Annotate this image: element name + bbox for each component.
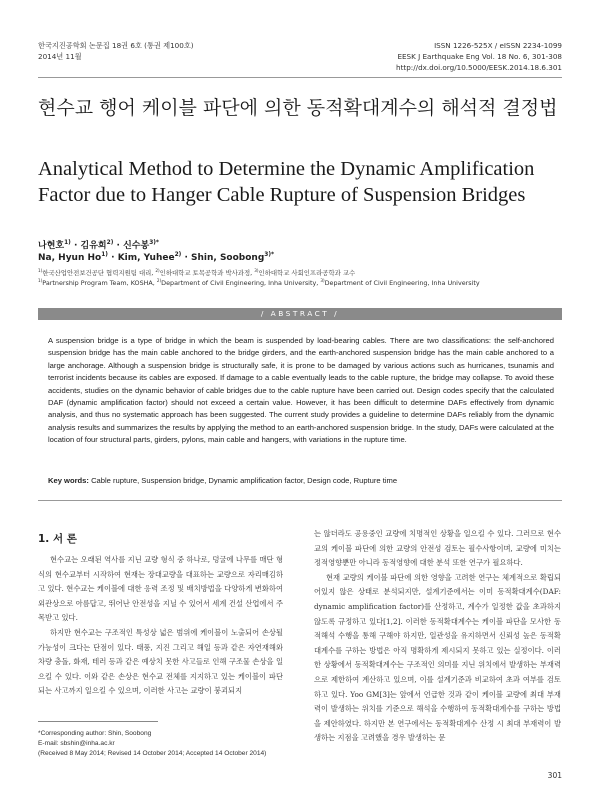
keywords-label: Key words:	[48, 476, 89, 485]
author-list-ko	[38, 238, 159, 251]
body-column-left	[38, 553, 283, 699]
author-separator: ·	[73, 241, 78, 251]
affil-mark: 3)	[320, 277, 325, 283]
keywords-list: Cable rupture, Suspension bridge, Dynamic amplification factor, Design code, Rupture time	[91, 476, 398, 485]
header-divider	[38, 77, 562, 78]
received-dates: (Received 8 May 2014; Revised 14 October 2014; Accepted 14 October 2014)	[38, 750, 267, 757]
corresponding-author: *Corresponding author: Shin, Soobong	[38, 730, 152, 737]
affil-mark: 1)	[38, 277, 43, 283]
affil-mark: 3)	[254, 267, 259, 273]
abstract-body: A suspension bridge is a type of bridge in which the beam is suspended by load-bearing cables. There are two classifications: the self-anchored suspension bridge has the main cable anchored to the bridge girders, and the earth-anchored suspension bridge has the main cable anchored to a large anchorage. Although a suspension bridge is structurally safe, it is prone to be damaged by various actions such as hurricanes, tsunamis and terrorist incidents because its cables are exposed. If damage to a cable eventually leads to the cable rupture, the bridge may collapse. To avoid these accidents, studies on the dynamic behavior of cable bridges due to the cable rupture have been carried out. Design codes specify that the calculated DAF (dynamic amplification factor) should not exceed a certain value. However, it has been difficult to determine DAFs effectively from dynamic analysis, and thus no systematic approach has been suggested. The current study provides a guideline to determine DAFs reliably from the dynamic analysis results and summarizes the results by applying the method to an earth-anchored suspension bridge. In the study, DAFs were calculated at the location of four structural parts, girders, pylons, main cable and hangers, with variations in the rupture time.	[48, 336, 554, 445]
paragraph: 하지만 현수교는 구조적인 특성상 넓은 범위에 케이블이 노출되어 손상될 가능성이 크다는 단점이 있다. 태풍, 지진 그리고 해일 등과 같은 자연재해와 차량 충돌, 화재, 테러 등과 같은 예상치 못한 사고들로 인해 구조물 손상을 일으킬 수 있다. 이와 같은 손상은 현수교 전체를 지지하고 있는 케이블이 파단되는 사고까지 일으킬 수 있으며, 이러한 사고는 교량이 붕괴되지	[38, 627, 283, 696]
author-separator: ·	[184, 253, 188, 263]
doi-link[interactable]: http://dx.doi.org/10.5000/EESK.2014.18.6.301	[396, 63, 562, 72]
journal-identifiers	[396, 40, 562, 73]
affiliation: 한국산업안전보건공단 협력지원팀 대리,	[42, 269, 154, 277]
abstract-heading: / ABSTRACT /	[38, 308, 562, 320]
paragraph: 현수교는 오래된 역사를 지닌 교량 형식 중 하나로, 덩굴에 나무를 매단 형식의 현수교부터 시작하여 현재는 장대교량을 대표하는 교량으로 자리매김하고 있다. 현수교는 케이블에 대한 응력 조정 및 배치방법을 다양하게 변화하여 외관상으로 아름답고, 뛰어난 안전성을 지닐 수 있어서 세계 건설 산업에서 주목받고 있다.	[38, 555, 283, 623]
author-separator: ·	[111, 253, 115, 263]
affil-mark: 2)	[156, 277, 162, 283]
affil-mark: 2)	[155, 267, 160, 273]
author-email[interactable]: E-mail: sbshin@inha.ac.kr	[38, 740, 115, 747]
author-name: 김유희	[80, 241, 107, 251]
author-affil-mark: 3)*	[264, 252, 275, 258]
affiliation: 인하대학교 토목공학과 박사과정,	[159, 269, 253, 277]
author-affil-mark: 2)	[106, 240, 114, 246]
issn: ISSN 1226-525X / eISSN 2234-1099	[434, 41, 562, 50]
author-list-en	[38, 253, 274, 263]
author-name: Na, Hyun Ho	[38, 253, 102, 263]
journal-name-en: EESK J Earthquake Eng Vol. 18 No. 6, 301-308	[397, 52, 562, 61]
journal-info	[38, 40, 194, 62]
abstract-divider	[38, 500, 562, 501]
paper-title-en: Analytical Method to Determine the Dynamic Amplification Factor due to Hanger Cable Rupture of Suspension Bridges	[38, 158, 535, 206]
author-name: 나현호	[38, 241, 65, 251]
keywords	[48, 476, 554, 485]
footnote	[38, 729, 266, 759]
author-affil-mark: 1)	[64, 240, 71, 246]
journal-name-ko: 한국지진공학회 논문집 18권 6호 (통권 제100호)	[38, 41, 194, 50]
affiliation: Department of Civil Engineering, Inha University,	[161, 279, 319, 287]
affiliations-ko	[38, 268, 355, 277]
footnote-divider	[38, 721, 158, 722]
paper-title-ko: 현수교 행어 케이블 파단에 의한 동적확대계수의 해석적 결정법	[38, 97, 558, 119]
affiliation: Partnership Program Team, KOSHA,	[42, 279, 155, 287]
paragraph: 는 않더라도 공용중인 교량에 치명적인 상황을 일으킬 수 있다. 그러므로 현수교의 케이블 파단에 의한 교량의 안전성 검토는 필수사항이며, 교량에 미치는 정적영향뿐만 아니라 동적영향에 대한 분석 또한 연구가 필요하다.	[314, 529, 561, 568]
author-separator: ·	[116, 241, 120, 251]
author-affil-mark: 2)	[174, 252, 182, 258]
paragraph: 현재 교량의 케이블 파단에 의한 영향을 고려한 연구는 체계적으로 확립되어있지 않은 상태로 분석되지만, 설계기준에서는 이미 동적확대계수(DAF: dynamic amplification factor)를 산정하고, 계수가 일정한 값을 초과하지 않도록 규정하고 있다[1,2]. 이러한 동적확대계수는 케이블 파단을 모사한 동적해석 수행을 통해 구해야 하지만, 일관성을 유지하면서 신뢰성 높은 동적확대계수를 구하는 방법은 아직 명확하게 제시되지 못하고 있는 실정이다. 이러한 상황에서 동적확대계수는 구조적인 의미를 지닌 위치에서 발생하는 부재력으로 제한하여 계산하고 있으며, 이를 설계기준과 비교하여 초과 여부를 검토하고 있다. Yoo GM[3]는 앞에서 언급한 것과 같이 케이블 교량에 최대 부재력이 발생하는 위치를 기준으로 해석을 수행하여 동적확대계수를 구하는 방법을 제안하였다. 하지만 본 연구에서는 동적확대계수 산정 시 최대 부재력이 발생하는 지점을 고려했을 경우 발생하는 문	[314, 572, 561, 743]
affiliation: Department of Civil Engineering, Inha University	[324, 279, 480, 287]
issue-date: 2014년 11월	[38, 52, 82, 61]
affil-mark: 1)	[38, 267, 43, 273]
affiliation: 인하대학교 사회인프라공학과 교수	[258, 269, 356, 277]
author-affil-mark: 3)*	[149, 240, 159, 246]
section-heading: 1. 서 론	[38, 533, 77, 545]
author-affil-mark: 1)	[101, 252, 108, 258]
page-number: 301	[547, 771, 562, 780]
author-name: 신수봉	[123, 241, 150, 251]
author-name: Kim, Yuhee	[117, 253, 175, 263]
affiliations-en	[38, 279, 480, 287]
body-column-right	[314, 527, 561, 746]
author-name: Shin, Soobong	[191, 253, 265, 263]
